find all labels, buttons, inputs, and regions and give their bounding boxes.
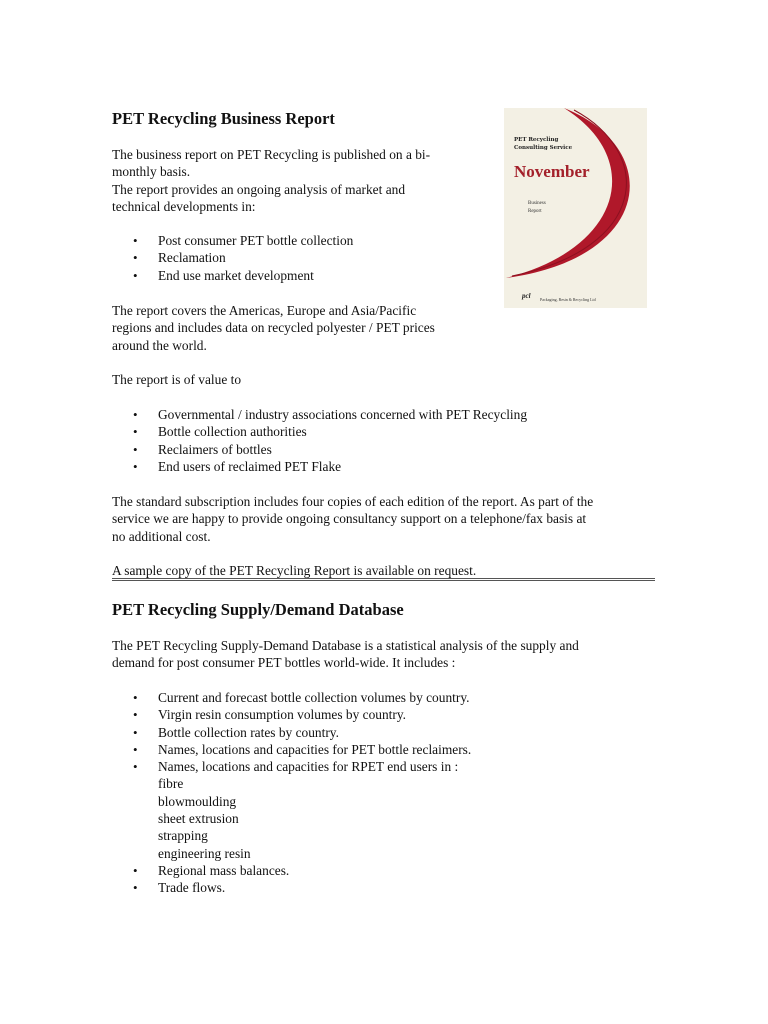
bullet-icon: • (133, 690, 138, 705)
cover-report-line: Report (528, 209, 542, 214)
end-use-item: strapping (158, 828, 208, 844)
bullet-icon: • (133, 458, 138, 474)
bullet-icon: • (133, 862, 138, 878)
intro-line: technical developments in: (112, 198, 256, 214)
cover-month: November (514, 162, 590, 181)
list-item: • Governmental / industry associations concerned with PET Recycling (133, 407, 528, 422)
bullet-icon: • (133, 407, 138, 422)
section-divider (112, 578, 655, 581)
intro-line: The report provides an ongoing analysis of market and (112, 181, 406, 197)
report-cover-image (504, 108, 647, 308)
list-item: • Names, locations and capacities for RPET end users in : (133, 759, 459, 775)
bullet-icon: • (133, 233, 138, 248)
value-to-heading: The report is of value to (112, 372, 242, 387)
bullet-icon: • (133, 250, 138, 266)
list-item: • End use market development (133, 267, 314, 283)
cover-report-line: Business (528, 201, 546, 206)
bullet-icon: • (133, 707, 138, 723)
intro-paragraph (112, 146, 492, 215)
list-item: • Bottle collection rates by country. (133, 724, 339, 740)
end-use-item: blowmoulding (158, 793, 237, 809)
list-item: • Virgin resin consumption volumes by country. (133, 707, 407, 723)
intro-line: The business report on PET Recycling is published on a bi- (112, 147, 431, 162)
end-use-item: fibre (158, 776, 184, 792)
list-item: • Regional mass balances. (133, 862, 290, 878)
bullet-icon: • (133, 424, 138, 440)
list-item: • End users of reclaimed PET Flake (133, 458, 342, 474)
cover-logo: pcl (522, 292, 531, 300)
list-item: • Trade flows. (133, 880, 226, 896)
cover-brand: Packaging, Resin & Recycling Ltd (540, 297, 596, 302)
cover-kicker-line: PET Recycling (514, 137, 559, 143)
cover-kicker-line: Consulting Service (514, 145, 573, 151)
cover-kicker (514, 136, 624, 152)
bullet-icon: • (133, 441, 138, 457)
database-intro-line: demand for post consumer PET bottles world-wide. It includes : (112, 655, 456, 671)
database-intro-paragraph (112, 637, 657, 672)
database-intro-line: The PET Recycling Supply-Demand Database is a statistical analysis of the supply and (112, 638, 579, 653)
sample-note: A sample copy of the PET Recycling Report is available on request. (112, 563, 477, 578)
audience-list (112, 406, 657, 475)
developments-list (112, 232, 353, 284)
coverage-paragraph (112, 302, 492, 354)
list-item: • Reclamation (133, 250, 226, 266)
bullet-icon: • (133, 741, 138, 757)
subscription-paragraph (112, 493, 657, 545)
section-title-supply-demand: PET Recycling Supply/Demand Database (112, 600, 404, 619)
list-item: • Post consumer PET bottle collection (133, 233, 354, 248)
subscription-line: service we are happy to provide ongoing consultancy support on a telephone/fax basis at (112, 511, 587, 527)
list-item: • Reclaimers of bottles (133, 441, 272, 457)
list-item: • Names, locations and capacities for PET bottle reclaimers. (133, 741, 472, 757)
subscription-line: The standard subscription includes four copies of each edition of the report. As part of the (112, 494, 594, 509)
bullet-icon: • (133, 880, 138, 896)
subscription-line: no additional cost. (112, 528, 211, 544)
end-use-item: sheet extrusion (158, 811, 239, 827)
list-item: • Bottle collection authorities (133, 424, 307, 440)
coverage-line: around the world. (112, 337, 207, 353)
database-contents-list (112, 689, 657, 897)
bullet-icon: • (133, 724, 138, 740)
cover-swoosh (506, 108, 630, 278)
coverage-line: The report covers the Americas, Europe and Asia/Pacific (112, 303, 417, 318)
intro-line: monthly basis. (112, 164, 191, 180)
bullet-icon: • (133, 759, 138, 775)
coverage-line: regions and includes data on recycled polyester / PET prices (112, 320, 435, 336)
cover-report-type (528, 200, 588, 216)
end-use-item: engineering resin (158, 845, 251, 861)
bullet-icon: • (133, 267, 138, 283)
list-item: • Current and forecast bottle collection volumes by country. (133, 690, 470, 705)
section-title-business-report: PET Recycling Business Report (112, 109, 335, 128)
